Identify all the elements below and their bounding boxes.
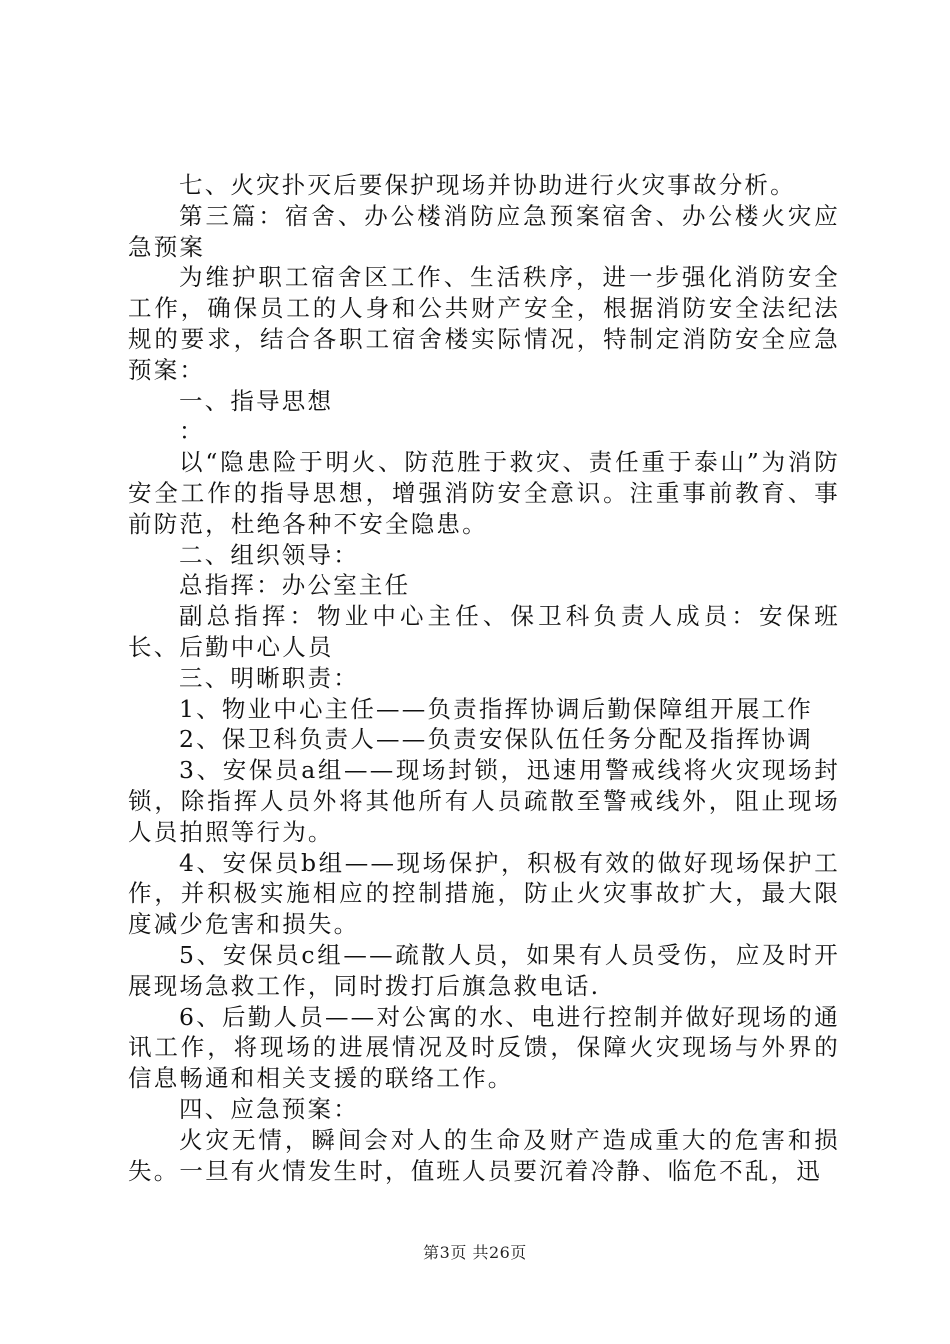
paragraph-6: 以“隐患险于明火、防范胜于救灾、责任重于泰山”为消防安全工作的指导思想，增强消防安全意识。注重事前教育、事前防范，杜绝各种不安全隐患。 [128,448,840,538]
paragraph-2-section-title: 第三篇：宿舍、办公楼消防应急预案宿舍、办公楼火灾应急预案 [128,201,840,261]
paragraph-17-heading: 四、应急预案： [179,1094,359,1123]
paragraph-13: 3、安保员a组——现场封锁，迅速用警戒线将火灾现场封锁，除指挥人员外将其他所有人员疏散至警戒线外，阻止现场人员拍照等行为。 [128,756,840,846]
paragraph-12: 2、保卫科负责人——负责安保队伍任务分配及指挥协调 [179,725,813,754]
paragraph-7-heading: 二、组织领导： [179,540,359,569]
paragraph-11: 1、物业中心主任——负责指挥协调后勤保障组开展工作 [179,694,813,723]
paragraph-15: 5、安保员c组——疏散人员，如果有人员受伤，应及时开展现场急救工作，同时拨打后旗急救电话. [128,940,840,1000]
paragraph-8: 总指挥：办公室主任 [179,571,411,600]
paragraph-1: 七、火灾扑灭后要保护现场并协助进行火灾事故分析。 [179,171,796,199]
paragraph-5: ： [179,417,205,446]
document-body [128,170,840,1186]
paragraph-16: 6、后勤人员——对公寓的水、电进行控制并做好现场的通讯工作，将现场的进展情况及时反馈，保障火灾现场与外界的信息畅通和相关支援的联络工作。 [128,1002,840,1093]
paragraph-18: 火灾无情，瞬间会对人的生命及财产造成重大的危害和损失。一旦有火情发生时，值班人员要沉着冷静、临危不乱，迅 [128,1125,840,1185]
paragraph-14: 4、安保员b组——现场保护，积极有效的做好现场保护工作，并积极实施相应的控制措施，防止火灾事故扩大，最大限度减少危害和损失。 [128,848,840,939]
paragraph-10-heading: 三、明晰职责： [179,663,359,692]
paragraph-4-heading: 一、指导思想 [179,386,334,415]
paragraph-9: 副总指挥：物业中心主任、保卫科负责人成员：安保班长、后勤中心人员 [128,602,840,661]
paragraph-3: 为维护职工宿舍区工作、生活秩序，进一步强化消防安全工作，确保员工的人身和公共财产安全，根据消防安全法纪法规的要求，结合各职工宿舍楼实际情况，特制定消防安全应急预案： [128,263,840,384]
page-number-footer: 第3页 共26页 [423,1243,527,1262]
